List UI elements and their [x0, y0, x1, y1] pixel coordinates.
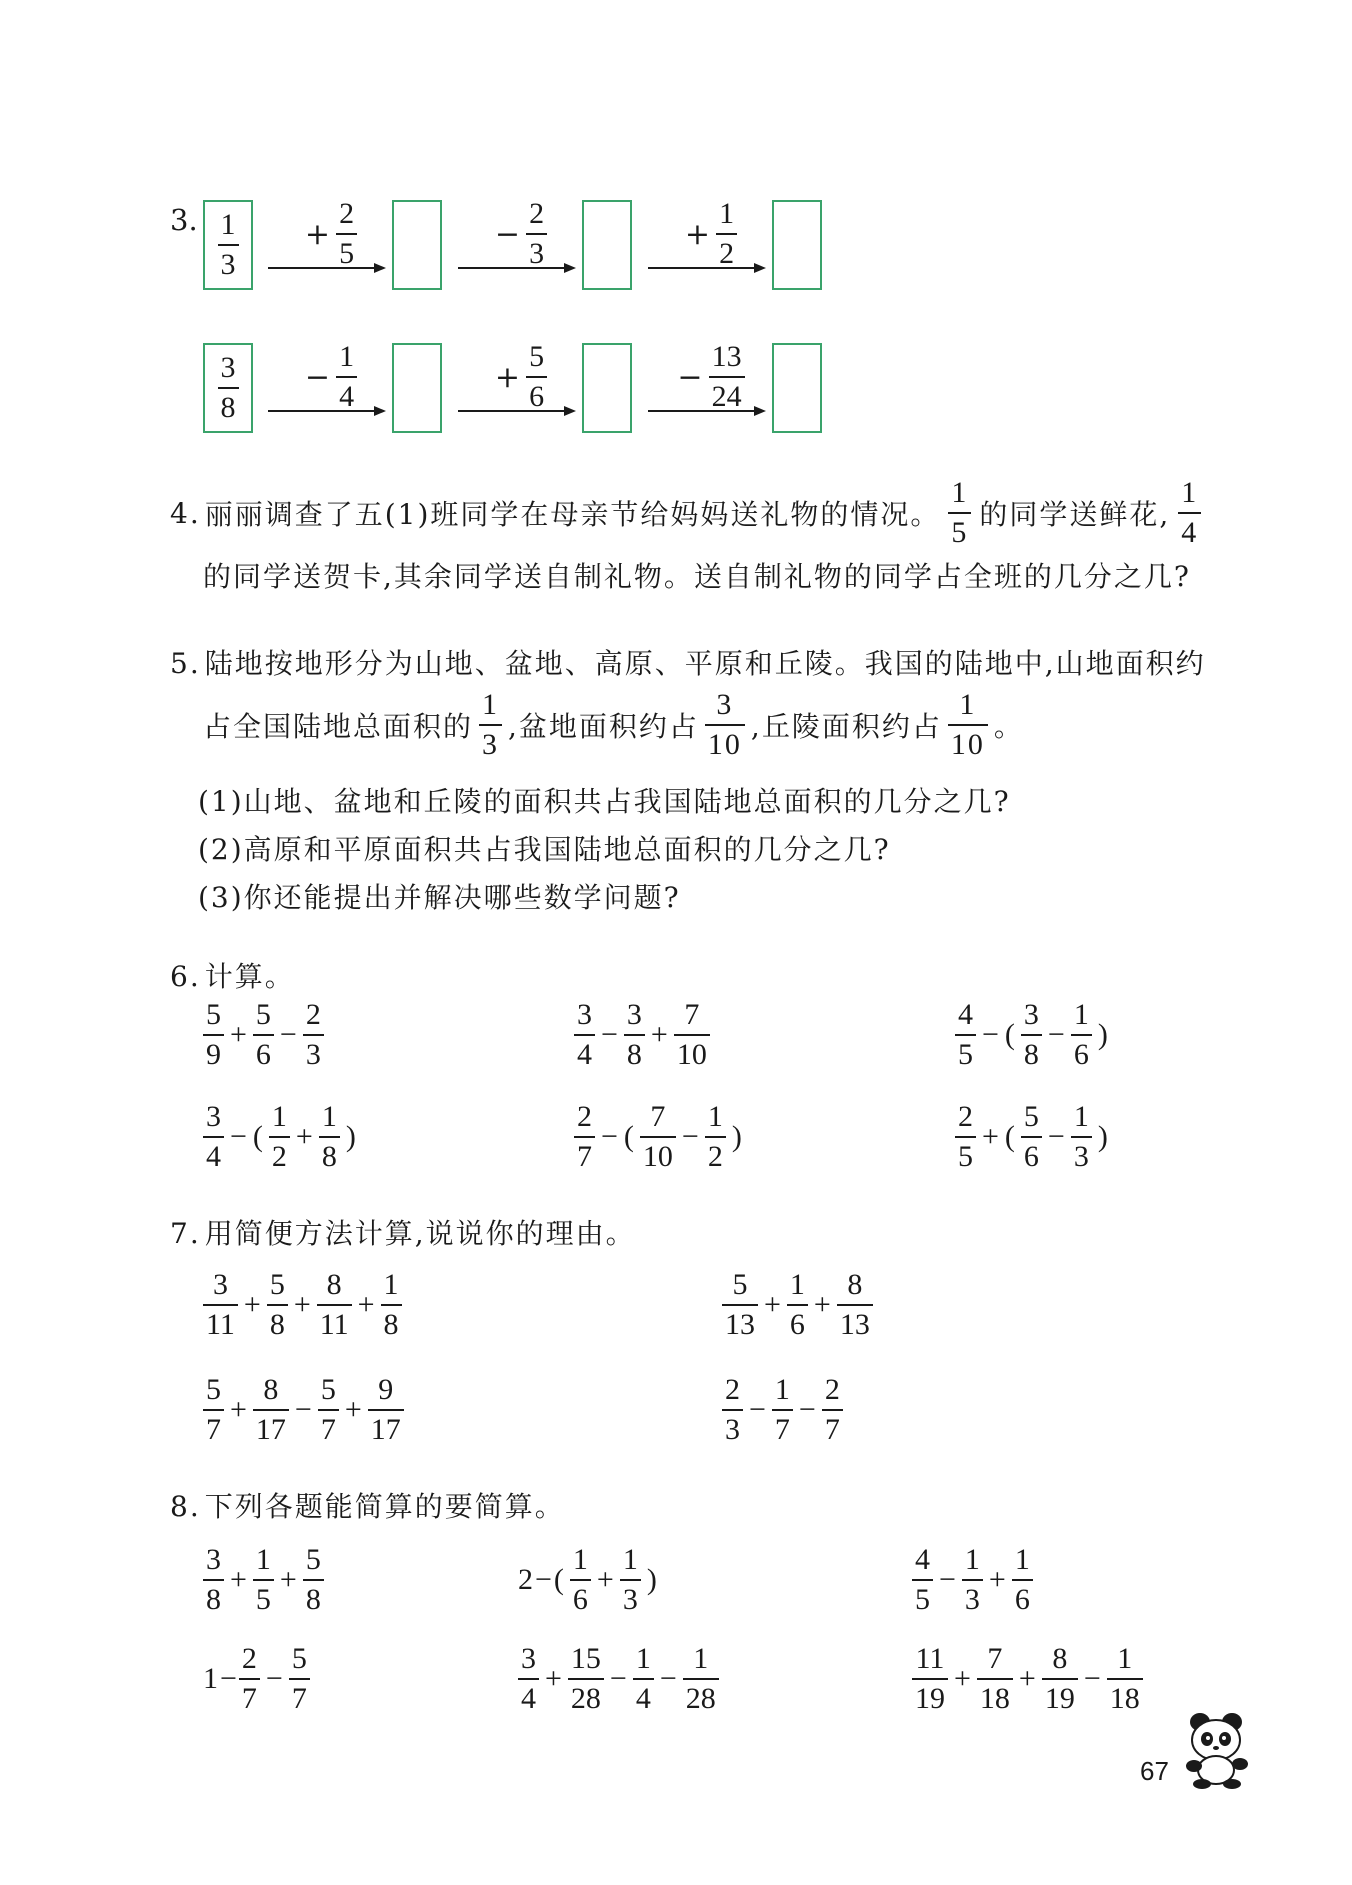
q6-expr-4: $\frac{3}{4}$ − ( $\frac{1}{2}$ + $\frac{1}{8}$ )	[203, 1102, 356, 1172]
q4-number: 4.	[170, 496, 201, 530]
q7-title: 7. 用简便方法计算,说说你的理由。	[170, 1217, 636, 1250]
q6-expr-1: $\frac{5}{9}$ + $\frac{5}{6}$ − $\frac{2}{3}$	[203, 1000, 324, 1070]
q8-expr-3: $\frac{4}{5}$ − $\frac{1}{3}$ + $\frac{1}{6}$	[912, 1545, 1033, 1615]
q5-sub2: (2)高原和平原面积共占我国陆地总面积的几分之几?	[198, 833, 891, 866]
fraction: $\frac{1}{3}$	[479, 690, 502, 760]
right-arrow-icon	[458, 404, 578, 418]
q5-line1: 5. 陆地按地形分为山地、盆地、高原、平原和丘陵。我国的陆地中,山地面积约	[170, 647, 1206, 680]
q3-number: 3.	[170, 203, 198, 237]
q8-expr-2: 2 − ( $\frac{1}{6}$ + $\frac{1}{3}$ )	[518, 1543, 657, 1616]
q7-expr-3: $\frac{5}{7}$ + $\frac{8}{17}$ − $\frac{5}{7}$ + $\frac{9}{17}$	[203, 1375, 404, 1445]
q3-row2-step3: − $\frac{13}{24}$	[648, 342, 768, 412]
q5-sub3: (3)你还能提出并解决哪些数学问题?	[198, 881, 681, 914]
q3-row1-answer-box-2[interactable]	[582, 200, 632, 290]
q5-sub1: (1)山地、盆地和丘陵的面积共占我国陆地总面积的几分之几?	[198, 785, 1011, 818]
q7-expr-2: $\frac{5}{13}$ + $\frac{1}{6}$ + $\frac{8}{13}$	[722, 1270, 873, 1340]
q3-row2-start-box	[203, 343, 253, 433]
q3-row1-answer-box-3[interactable]	[772, 200, 822, 290]
q4-line1	[170, 478, 1201, 548]
q3-row1-answer-box-1[interactable]	[392, 200, 442, 290]
q3-row2-answer-box-2[interactable]	[582, 343, 632, 433]
right-arrow-icon	[268, 404, 388, 418]
fraction: $\frac{1}{4}$	[1178, 478, 1201, 548]
q6-expr-5: $\frac{2}{7}$ − ( $\frac{7}{10}$ − $\frac{1}{2}$ )	[574, 1102, 742, 1172]
page-number: 67	[1140, 1756, 1169, 1786]
fraction: $\frac{3}{8}$	[218, 353, 239, 423]
q4-line2: 的同学送贺卡,其余同学送自制礼物。送自制礼物的同学占全班的几分之几?	[203, 560, 1191, 593]
q7-expr-4: $\frac{2}{3}$ − $\frac{1}{7}$ − $\frac{2}{7}$	[722, 1375, 843, 1445]
q8-expr-6: $\frac{11}{19}$ + $\frac{7}{18}$ + $\frac{8}{19}$ − $\frac{1}{18}$	[912, 1644, 1143, 1714]
q6-expr-3: $\frac{4}{5}$ − ( $\frac{3}{8}$ − $\frac{1}{6}$ )	[955, 1000, 1108, 1070]
q3-row2-step2: + $\frac{5}{6}$	[458, 342, 578, 412]
right-arrow-icon	[648, 261, 768, 275]
q3-row1-step3: + $\frac{1}{2}$	[648, 199, 768, 269]
right-arrow-icon	[648, 404, 768, 418]
right-arrow-icon	[458, 261, 578, 275]
q3-row2-step1: − $\frac{1}{4}$	[268, 342, 388, 412]
q8-expr-1: $\frac{3}{8}$ + $\frac{1}{5}$ + $\frac{5}{8}$	[203, 1545, 324, 1615]
q5-line2: 占全国陆地总面积的 $\frac{1}{3}$ ,盆地面积约占 $\frac{3}{10}$ ,丘陵面积约占 $\frac{1}{10}$ 。	[203, 688, 1024, 761]
q3-row1-step2: − $\frac{2}{3}$	[458, 199, 578, 269]
q6-expr-2: $\frac{3}{4}$ − $\frac{3}{8}$ + $\frac{7}{10}$	[574, 1000, 710, 1070]
q6-title: 6. 计算。	[170, 960, 295, 993]
fraction: $\frac{1}{3}$	[218, 210, 239, 280]
q3-row2-answer-box-1[interactable]	[392, 343, 442, 433]
q5-number: 5.	[170, 647, 201, 680]
right-arrow-icon	[268, 261, 388, 275]
q6-expr-6: $\frac{2}{5}$ + ( $\frac{5}{6}$ − $\frac{1}{3}$ )	[955, 1102, 1108, 1172]
q7-expr-1: $\frac{3}{11}$ + $\frac{5}{8}$ + $\frac{8}{11}$ + $\frac{1}{8}$	[203, 1270, 402, 1340]
q3-row2-answer-box-3[interactable]	[772, 343, 822, 433]
q8-title: 8. 下列各题能简算的要简算。	[170, 1490, 565, 1523]
fraction: $\frac{3}{10}$	[705, 690, 745, 760]
q3-row1-step1: + $\frac{2}{5}$	[268, 199, 388, 269]
q4-text-1: 丽丽调查了五(1)班同学在母亲节给妈妈送礼物的情况。	[204, 498, 941, 531]
q4-text-2: 的同学送鲜花,	[979, 498, 1171, 531]
q3-row1-start-box	[203, 200, 253, 290]
q8-expr-4: 1 − $\frac{2}{7}$ − $\frac{5}{7}$	[203, 1644, 310, 1714]
q8-expr-5: $\frac{3}{4}$ + $\frac{15}{28}$ − $\frac{1}{4}$ − $\frac{1}{28}$	[518, 1644, 719, 1714]
panda-icon	[1180, 1712, 1252, 1790]
fraction: $\frac{1}{10}$	[948, 690, 988, 760]
fraction: $\frac{1}{5}$	[948, 478, 971, 548]
